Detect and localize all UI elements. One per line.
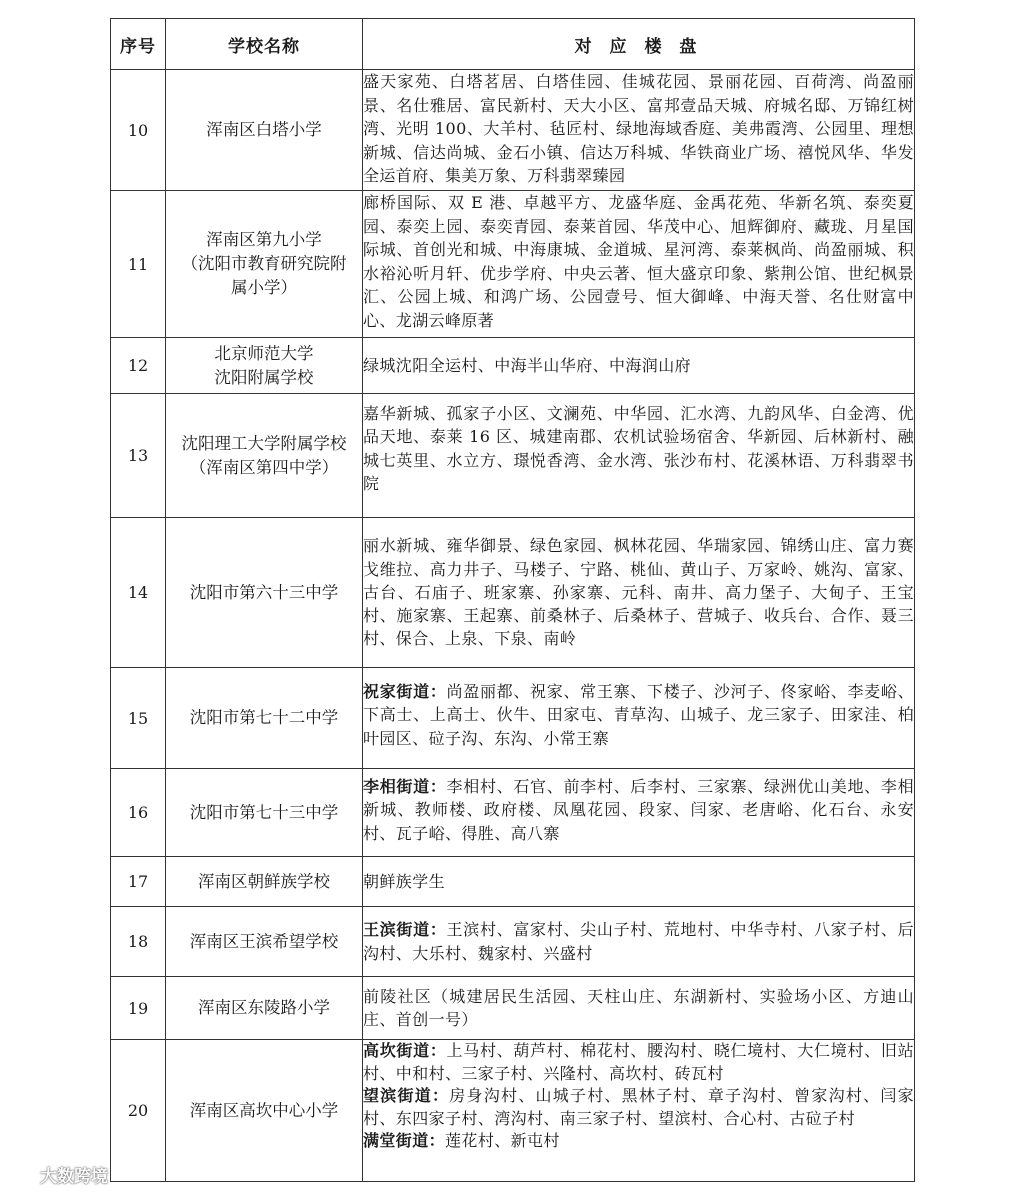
row-number: 10: [111, 70, 166, 191]
area-text: 廊桥国际、双 E 港、卓越平方、龙盛华庭、金禹花苑、华新名筑、泰奕夏园、泰奕上园、泰奕青园、泰莱首园、华茂中心、旭辉御府、藏珑、月星国际城、首创光和城、中海康城、金道城、星河湾、泰莱枫尚、尚盈丽城、积水裕沁听月轩、优步学府、中央云著、恒大盛京印象、紫荆公馆、世纪枫景汇、公园上城、和鸿广场、公园壹号、恒大御峰、中海天誉、名仕财富中心、龙湖云峰原著: [363, 193, 914, 330]
street-group: [363, 1085, 914, 1130]
school-name: [166, 769, 363, 857]
area-text: 丽水新城、雍华御景、绿色家园、枫林花园、华瑞家园、锦绣山庄、富力赛戈维拉、高力井子、马楼子、宁路、桃仙、黄山子、万家岭、姚沟、富家、古台、石庙子、班家寨、孙家寨、元科、南井、高力堡子、大甸子、王宝村、施家寨、王起寨、前桑林子、后桑林子、营城子、收兵台、合作、聂三村、保合、上泉、下泉、南岭: [363, 536, 914, 649]
watermark: [6, 1162, 108, 1187]
school-name: [166, 70, 363, 191]
school-name: [166, 857, 363, 907]
area-text: 李相村、石官、前李村、后李村、三家寨、绿洲优山美地、李相新城、教师楼、政府楼、凤凰花园、段家、闫家、老唐峪、化石台、永安村、瓦子峪、得胜、高八寨: [363, 777, 914, 843]
row-number: 13: [111, 394, 166, 518]
area-text: 莲花村、新屯村: [445, 1131, 560, 1151]
school-name-line: 北京师范大学: [214, 343, 314, 363]
street-group: [363, 1130, 914, 1153]
header-school: 学校名称: [166, 19, 363, 70]
school-name-line: 沈阳附属学校: [214, 367, 314, 387]
school-name: [166, 668, 363, 769]
area-text: 上马村、葫芦村、棉花村、腰沟村、晓仁境村、大仁境村、旧站村、中和村、三家子村、兴隆村、高坎村、砖瓦村: [363, 1041, 914, 1083]
street-label: 王滨街道：: [363, 920, 447, 940]
area-list: [363, 394, 915, 518]
school-name-line: 浑南区第九小学: [206, 230, 322, 249]
table-row: [111, 191, 915, 338]
area-list: [363, 338, 915, 394]
area-text: 嘉华新城、孤家子小区、文澜苑、中华园、汇水湾、九韵风华、白金湾、优品天地、泰莱 16 区、城建南郡、农机试验场宿舍、华新园、后林新村、融城七英里、水立方、璟悦香湾、金水湾、张沙布村、花溪林语、万科翡翠书院: [363, 404, 914, 493]
header-row: [111, 19, 915, 70]
area-list: [363, 977, 915, 1040]
row-number: 17: [111, 857, 166, 907]
row-number: 11: [111, 191, 166, 338]
table-row: [111, 1040, 915, 1182]
table-row: [111, 668, 915, 769]
area-list: [363, 907, 915, 977]
school-name: [166, 191, 363, 338]
street-label: 满堂街道：: [363, 1131, 446, 1151]
row-number: 16: [111, 769, 166, 857]
row-number: 14: [111, 518, 166, 668]
header-no: 序号: [111, 19, 166, 70]
area-text: 朝鲜族学生: [363, 871, 446, 891]
school-name: [166, 1040, 363, 1182]
table-row: [111, 518, 915, 668]
area-text: 绿城沈阳全运村、中海半山华府、中海润山府: [363, 355, 692, 375]
row-number: 15: [111, 668, 166, 769]
area-list: [363, 857, 915, 907]
school-name-line: （沈阳市教育研究院附: [181, 254, 347, 273]
street-group: [363, 1040, 914, 1085]
row-number: 12: [111, 338, 166, 394]
school-name: [166, 977, 363, 1040]
row-number: 20: [111, 1040, 166, 1182]
area-text: 房身沟村、山城子村、黑林子村、章子沟村、曾家沟村、闫家村、东四家子村、湾沟村、南三家子村、望滨村、合心村、古砬子村: [363, 1086, 914, 1128]
school-name-line: 浑南区朝鲜族学校: [198, 871, 330, 891]
school-name: [166, 907, 363, 977]
area-list: [363, 1040, 915, 1182]
table-row: [111, 394, 915, 518]
school-name: [166, 338, 363, 394]
area-text: 前陵社区（城建居民生活园、天柱山庄、东湖新村、实验场小区、方迪山庄、首创一号）: [363, 986, 914, 1029]
school-name-line: 浑南区王滨希望学校: [189, 931, 339, 951]
school-name-line: 沈阳理工大学附属学校: [181, 433, 347, 453]
school-name-line: 沈阳市第七十三中学: [189, 802, 339, 822]
table-row: [111, 338, 915, 394]
area-list: [363, 70, 915, 191]
header-area: 对 应 楼 盘: [363, 19, 915, 70]
area-text: 盛天家苑、白塔茗居、白塔佳园、佳城花园、景丽花园、百荷湾、尚盈丽景、名仕雅居、富民新村、天大小区、富邦壹品天城、府城名邸、万锦红树湾、光明 100、大羊村、毡匠村、绿地海域香庭、美弗霞湾、公园里、理想新城、信达尚城、金石小镇、信达万科城、华铁商业广场、禧悦风华、华发全运首府、集美万象、万科翡翠臻园: [363, 72, 914, 185]
area-list: [363, 518, 915, 668]
street-label: 李相街道：: [363, 777, 447, 796]
school-name-line: 浑南区东陵路小学: [198, 998, 330, 1017]
table-row: [111, 977, 915, 1040]
row-number: 19: [111, 977, 166, 1040]
row-number: 18: [111, 907, 166, 977]
school-name-line: 沈阳市第七十二中学: [189, 708, 339, 727]
table-row: [111, 70, 915, 191]
table-row: [111, 769, 915, 857]
area-text: 尚盈丽都、祝家、常王寨、下楼子、沙河子、佟家峪、李麦峪、下高士、上高士、伙牛、田家屯、青草沟、山城子、龙三家子、田家洼、柏叶园区、砬子沟、东沟、小常王寨: [363, 682, 914, 748]
weibo-icon: [6, 1163, 36, 1187]
school-name: [166, 518, 363, 668]
school-name-line: （浑南区第四中学）: [189, 457, 339, 477]
area-list: [363, 191, 915, 338]
school-name-line: 属小学）: [231, 278, 297, 297]
school-name-line: 浑南区白塔小学: [206, 120, 322, 139]
watermark-text: 大数跨境: [40, 1167, 108, 1187]
school-name-line: 浑南区高坎中心小学: [189, 1100, 339, 1120]
area-list: [363, 668, 915, 769]
area-list: [363, 769, 915, 857]
school-district-table: [110, 18, 915, 1182]
school-name-line: 沈阳市第六十三中学: [189, 582, 339, 602]
street-label: 望滨街道：: [363, 1086, 450, 1106]
street-label: 高坎街道：: [363, 1041, 447, 1060]
table-row: [111, 907, 915, 977]
street-label: 祝家街道：: [363, 682, 447, 701]
table-row: [111, 857, 915, 907]
school-name: [166, 394, 363, 518]
area-text: 王滨村、富家村、尖山子村、荒地村、中华寺村、八家子村、后沟村、大乐村、魏家村、兴盛村: [363, 920, 914, 963]
